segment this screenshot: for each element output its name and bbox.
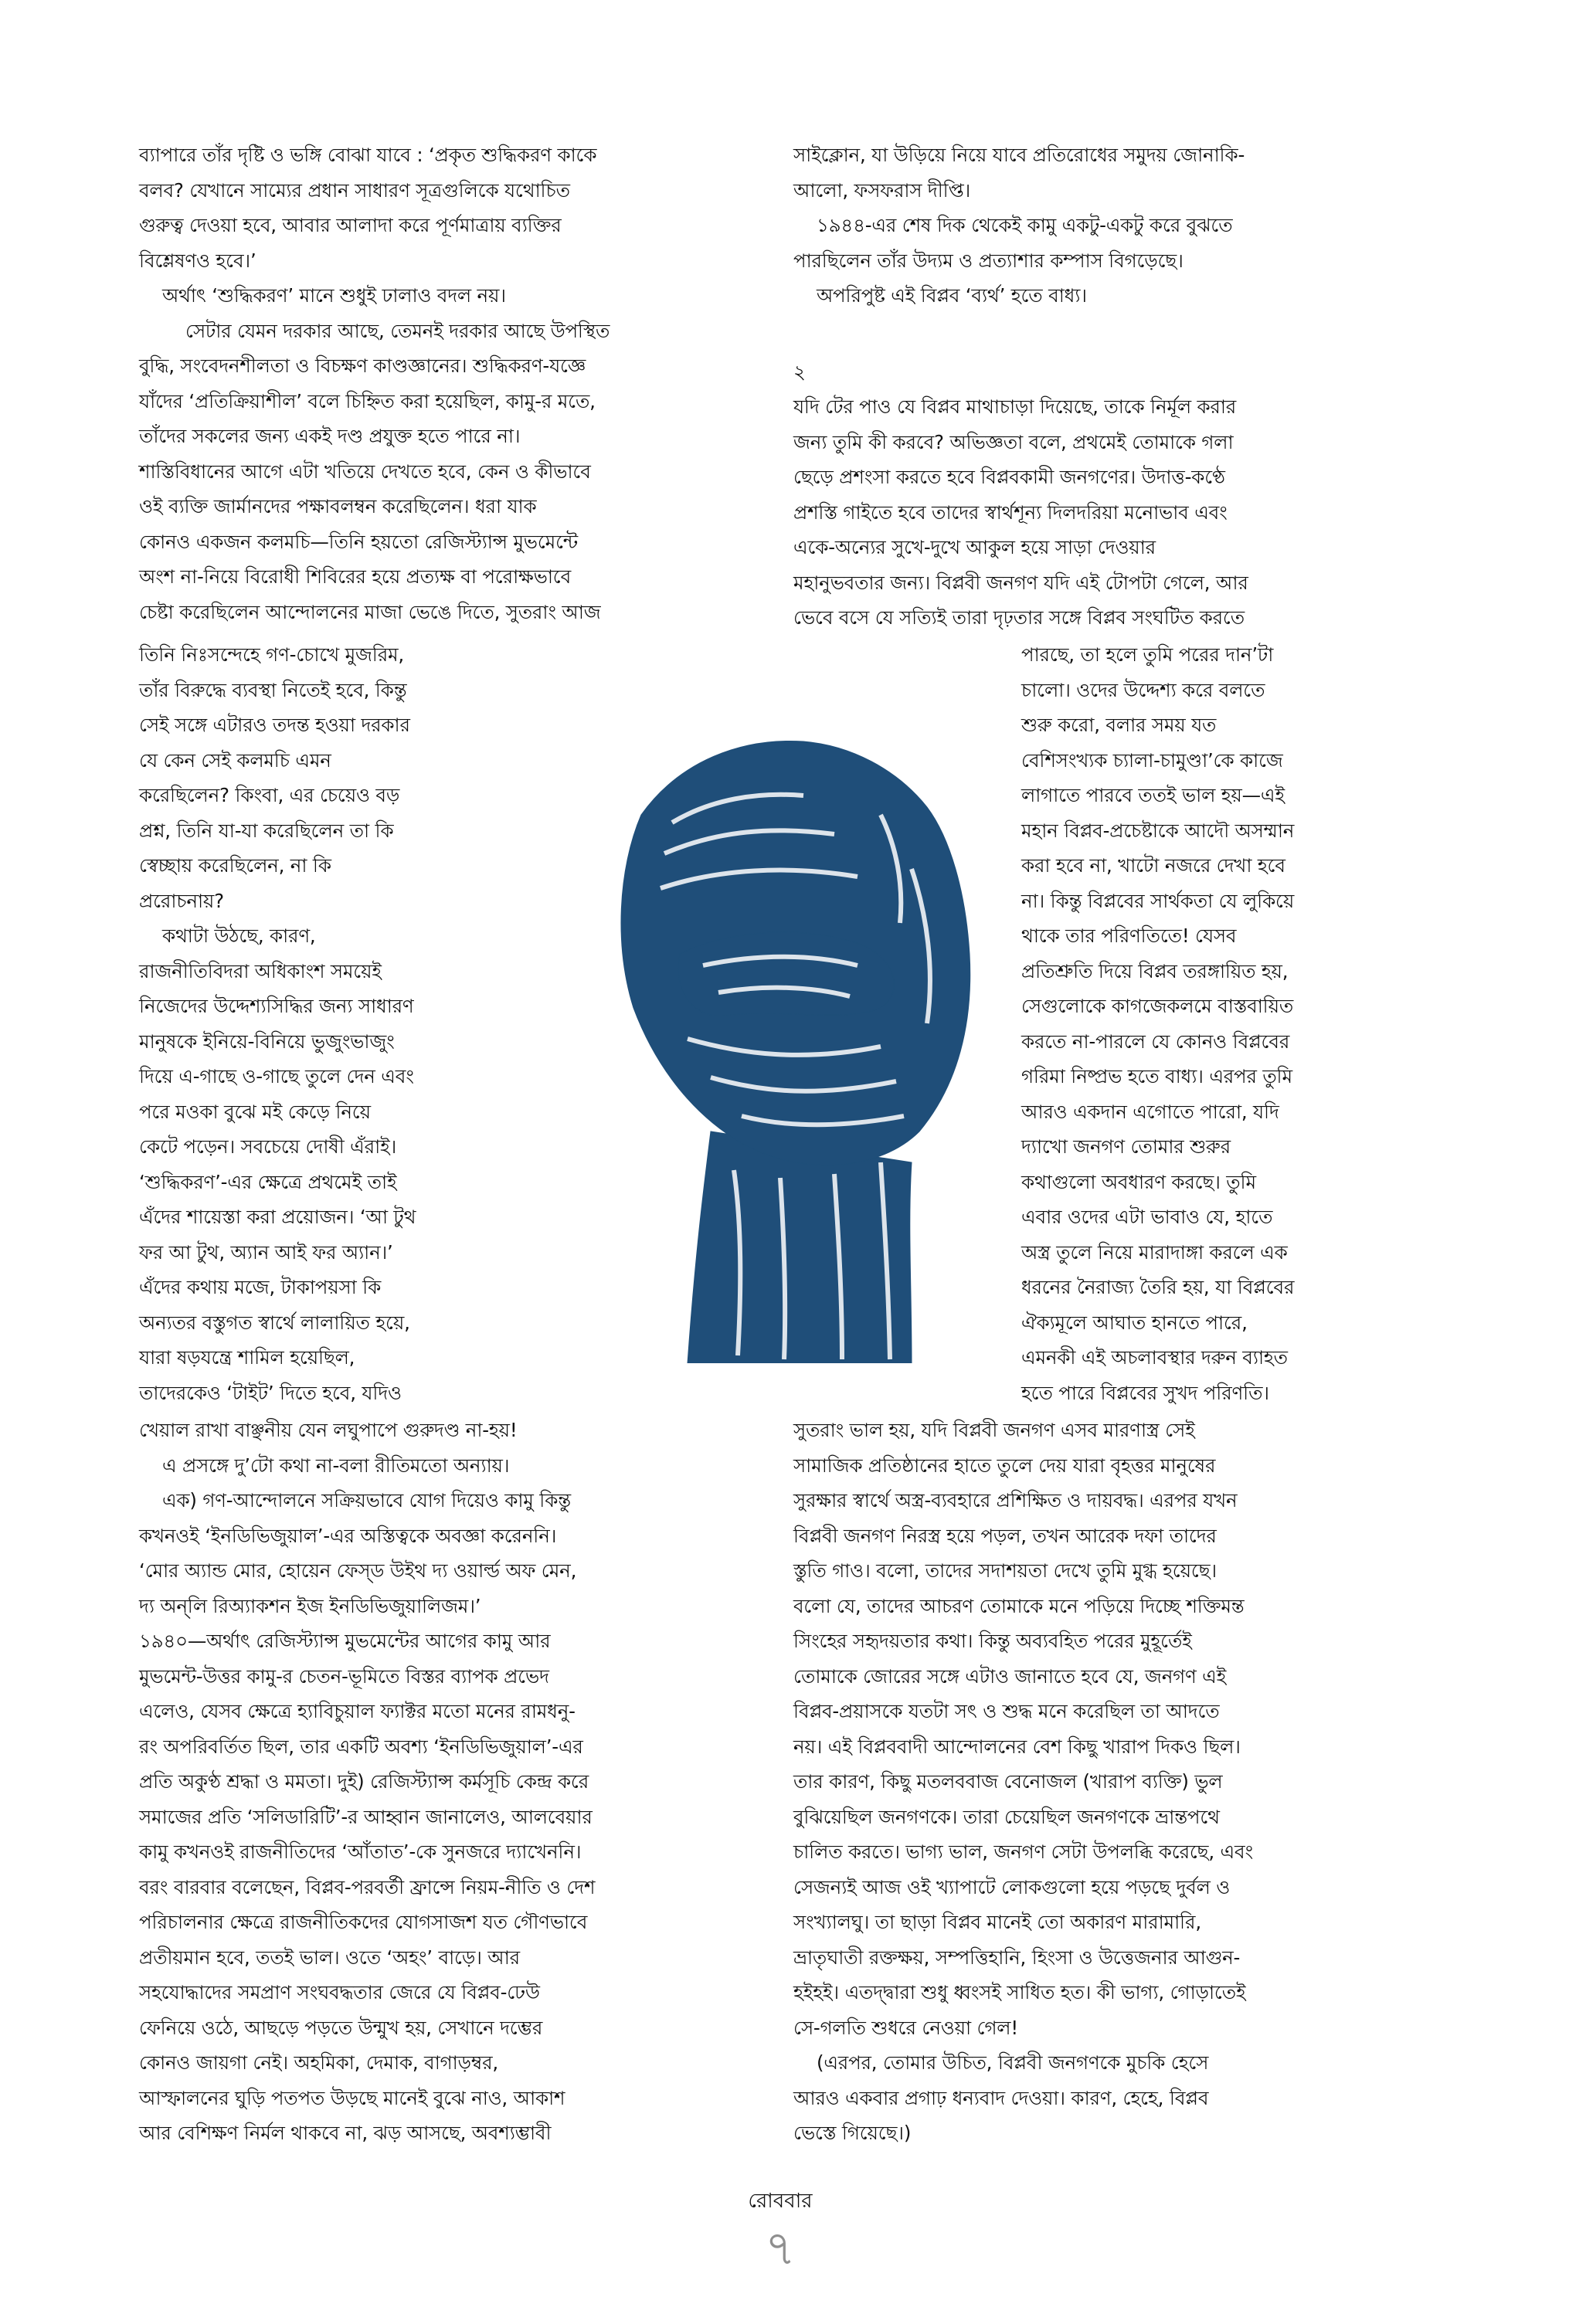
text-line: ১৯৪৪-এর শেষ দিক থেকেই কামু একটু-একটু করে বুঝতে bbox=[817, 214, 1233, 236]
text-line: না। কিন্তু বিপ্লবের সার্থকতা যে লুকিয়ে bbox=[1021, 889, 1295, 912]
text-line: এঁদের শায়েস্তা করা প্রয়োজন। ‘আ টুথ bbox=[139, 1206, 416, 1228]
text-line: করতে না-পারলে যে কোনও বিপ্লবের bbox=[1021, 1030, 1290, 1053]
text-line: দ্য অন্‌লি রিঅ্যাকশন ইজ ইনডিভিজুয়ালিজম।’ bbox=[139, 1594, 481, 1617]
text-line: দ্যাখো জনগণ তোমার শুরুর bbox=[1021, 1135, 1231, 1158]
text-line: যাঁদের ‘প্রতিক্রিয়াশীল’ বলে চিহ্নিত করা হয়েছিল, কামু-র মতে, bbox=[139, 389, 596, 412]
text-line: শুরু করো, বলার সময় যত bbox=[1021, 714, 1217, 736]
text-line: দিয়ে এ-গাছে ও-গাছে তুলে দেন এবং bbox=[139, 1065, 414, 1087]
text-line: ছেড়ে প্রশংসা করতে হবে বিপ্লবকামী জনগণের। উদাত্ত-কণ্ঠে bbox=[793, 466, 1225, 488]
text-line: শাস্তিবিধানের আগে এটা খতিয়ে দেখতে হবে, কেন ও কীভাবে bbox=[139, 460, 591, 483]
text-line: কথাগুলো অবধারণ করছে। তুমি bbox=[1021, 1170, 1256, 1193]
text-line: অর্থাৎ ‘শুদ্ধিকরণ’ মানে শুধুই ঢালাও বদল নয়। bbox=[162, 284, 506, 307]
text-line: প্রতি অকুণ্ঠ শ্রদ্ধা ও মমতা। দুই) রেজিস্ট্যান্স কর্মসূচি কেন্দ্র করে bbox=[139, 1770, 589, 1793]
text-line: আর বেশিক্ষণ নির্মল থাকবে না, ঝড় আসছে, অবশ্যম্ভাবী bbox=[139, 2122, 552, 2144]
text-line: তাঁর বিরুদ্ধে ব্যবস্থা নিতেই হবে, কিন্তু bbox=[139, 678, 407, 701]
text-line: সেই সঙ্গে এটারও তদন্ত হওয়া দরকার bbox=[139, 714, 410, 736]
text-line: (এরপর, তোমার উচিত, বিপ্লবী জনগণকে মুচকি হেসে bbox=[817, 2051, 1209, 2074]
text-line: কোনও একজন কলমচি—তিনি হয়তো রেজিস্ট্যান্স মুভমেন্টে bbox=[139, 530, 578, 553]
text-line: এবার ওদের এটা ভাবাও যে, হাতে bbox=[1021, 1206, 1273, 1228]
text-line: বলব? যেখানে সাম্যের প্রধান সাধারণ সূত্রগুলিকে যথোচিত bbox=[139, 178, 570, 202]
text-line: প্রশস্তি গাইতে হবে তাদের স্বার্থশূন্য দিলদরিয়া মনোভাব এবং bbox=[793, 500, 1228, 524]
text-line: পারছিলেন তাঁর উদ্যম ও প্রত্যাশার কম্পাস বিগড়েছে। bbox=[793, 249, 1184, 272]
text-line: আরও একবার প্রগাঢ় ধন্যবাদ দেওয়া। কারণ, হেহে, বিপ্লব bbox=[793, 2086, 1209, 2109]
text-line: সেগুলোকে কাগজেকলমে বাস্তবায়িত bbox=[1021, 995, 1294, 1017]
text-line: ধরনের নৈরাজ্য তৈরি হয়, যা বিপ্লবের bbox=[1021, 1276, 1295, 1298]
text-line: খেয়াল রাখা বাঞ্ছনীয় যেন লঘুপাপে গুরুদণ্ড না-হয়! bbox=[139, 1419, 518, 1441]
text-line: অন্যতর বস্তুগত স্বার্থে লালায়িত হয়ে, bbox=[139, 1311, 410, 1334]
text-line: থাকে তার পরিণতিতে! যেসব bbox=[1021, 925, 1237, 947]
text-line: সেজন্যই আজ ওই খ্যাপাটে লোকগুলো হয়ে পড়ছে দুর্বল ও bbox=[793, 1875, 1231, 1898]
text-line: সুরক্ষার স্বার্থে অস্ত্র-ব্যবহারে প্রশিক্ষিত ও দায়বদ্ধ। এরপর যখন bbox=[793, 1489, 1238, 1511]
text-line: ঐক্যমূলে আঘাত হানতে পারে, bbox=[1021, 1311, 1248, 1334]
text-line: রং অপরিবর্তিত ছিল, তার একটি অবশ্য ‘ইনডিভিজুয়াল’-এর bbox=[139, 1735, 583, 1758]
text-line: সিংহের সহৃদয়তার কথা। কিন্তু অব্যবহিত পরের মুহূর্তেই bbox=[793, 1630, 1192, 1652]
text-line: করেছিলেন? কিংবা, এর চেয়েও বড় bbox=[139, 784, 400, 806]
text-line: যদি টের পাও যে বিপ্লব মাথাচাড়া দিয়েছে, তাকে নির্মূল করার bbox=[793, 395, 1237, 418]
text-line: বুদ্ধি, সংবেদনশীলতা ও বিচক্ষণ কাণ্ডজ্ঞানের। শুদ্ধিকরণ-যজ্ঞে bbox=[139, 355, 586, 377]
text-line: ব্যাপারে তাঁর দৃষ্টি ও ভঙ্গি বোঝা যাবে : ‘প্রকৃত শুদ্ধিকরণ কাকে bbox=[139, 144, 597, 166]
text-line: সুতরাং ভাল হয়, যদি বিপ্লবী জনগণ এসব মারণাস্ত্র সেই bbox=[793, 1419, 1195, 1441]
text-line: পরিচালনার ক্ষেত্রে রাজনীতিকদের যোগসাজশ যত গৌণভাবে bbox=[139, 1911, 588, 1933]
raised-fist-illustration bbox=[587, 699, 1016, 1363]
page-number: ৭ bbox=[764, 2220, 796, 2276]
text-line: তিনি নিঃসন্দেহে গণ-চোখে মুজরিম, bbox=[139, 643, 405, 666]
text-line: কেটে পড়েন। সবচেয়ে দোষী এঁরাই। bbox=[139, 1135, 397, 1158]
text-line: ফেনিয়ে ওঠে, আছড়ে পড়তে উন্মুখ হয়, সেখানে দম্ভের bbox=[139, 2016, 543, 2039]
text-line: মহান বিপ্লব-প্রচেষ্টাকে আদৌ অসম্মান bbox=[1021, 819, 1295, 842]
text-line: আরও একদান এগোতে পারো, যদি bbox=[1021, 1100, 1279, 1123]
text-line: বিপ্লবী জনগণ নিরস্ত্র হয়ে পড়ল, তখন আরেক দফা তাদের bbox=[793, 1524, 1217, 1547]
text-line: কোনও জায়গা নেই। অহমিকা, দেমাক, বাগাড়ম্বর, bbox=[139, 2051, 498, 2074]
text-line: একে-অন্যের সুখে-দুখে আকুল হয়ে সাড়া দেওয়ার bbox=[793, 536, 1156, 558]
text-line: কখনওই ‘ইনডিভিজুয়াল’-এর অস্তিত্বকে অবজ্ঞা করেননি। bbox=[139, 1524, 557, 1547]
magazine-name: রোববার bbox=[748, 2190, 813, 2213]
text-line: পরে মওকা বুঝে মই কেড়ে নিয়ে bbox=[139, 1100, 371, 1123]
text-line: যে কেন সেই কলমচি এমন bbox=[139, 748, 331, 772]
text-line: কথাটা উঠছে, কারণ, bbox=[162, 925, 316, 947]
text-line: প্ররোচনায়? bbox=[139, 889, 224, 912]
text-line: ‘শুদ্ধিকরণ’-এর ক্ষেত্রে প্রথমেই তাই bbox=[139, 1170, 397, 1193]
text-line: বেশিসংখ্যক চ্যালা-চামুণ্ডা’কে কাজে bbox=[1021, 748, 1283, 772]
text-line: ১৯৪০—অর্থাৎ রেজিস্ট্যান্স মুভমেন্টের আগের কামু আর bbox=[139, 1630, 551, 1652]
text-line: সাইক্লোন, যা উড়িয়ে নিয়ে যাবে প্রতিরোধের সমুদয় জোনাকি- bbox=[793, 144, 1245, 166]
text-line: রাজনীতিবিদরা অধিকাংশ সময়েই bbox=[139, 959, 382, 982]
text-line: চালিত করতে। ভাগ্য ভাল, জনগণ সেটা উপলব্ধি করেছে, এবং bbox=[793, 1841, 1253, 1863]
text-line: এক) গণ-আন্দোলনে সক্রিয়ভাবে যোগ দিয়েও কামু কিন্তু bbox=[162, 1489, 571, 1511]
text-line: চালো। ওদের উদ্দেশ্য করে বলতে bbox=[1021, 678, 1265, 701]
text-line: আস্ফালনের ঘুড়ি পতপত উড়ছে মানেই বুঝে নাও, আকাশ bbox=[139, 2086, 565, 2109]
text-line: এঁদের কথায় মজে, টাকাপয়সা কি bbox=[139, 1276, 382, 1298]
text-line: সামাজিক প্রতিষ্ঠানের হাতে তুলে দেয় যারা বৃহত্তর মানুষের bbox=[793, 1454, 1216, 1477]
text-line: এমনকী এই অচলাবস্থার দরুন ব্যাহত bbox=[1021, 1346, 1288, 1369]
text-line: ওই ব্যক্তি জার্মানদের পক্ষাবলম্বন করেছিলেন। ধরা যাক bbox=[139, 495, 537, 517]
text-line: প্রশ্ন, তিনি যা-যা করেছিলেন তা কি bbox=[139, 819, 394, 842]
text-line: হইহই। এতদ্দ্বারা শুধু ধ্বংসই সাধিত হত। কী ভাগ্য, গোড়াতেই bbox=[793, 1981, 1246, 2003]
text-line: প্রতীয়মান হবে, ততই ভাল। ওতে ‘অহং’ বাড়ে। আর bbox=[139, 1946, 520, 1969]
text-line: সেটার যেমন দরকার আছে, তেমনই দরকার আছে উপস্থিত bbox=[185, 319, 610, 342]
text-line: এ প্রসঙ্গে দু’টো কথা না-বলা রীতিমতো অন্যায়। bbox=[162, 1454, 510, 1477]
text-line: লাগাতে পারবে ততই ভাল হয়—এই bbox=[1021, 784, 1285, 806]
text-line: মানুষকে ইনিয়ে-বিনিয়ে ভুজুংভাজুং bbox=[139, 1030, 395, 1053]
text-line: অপরিপুষ্ট এই বিপ্লব ‘ব্যর্থ’ হতে বাধ্য। bbox=[817, 284, 1087, 307]
text-line: নয়। এই বিপ্লববাদী আন্দোলনের বেশ কিছু খারাপ দিকও ছিল। bbox=[793, 1735, 1241, 1758]
text-line: পারছে, তা হলে তুমি পরের দান’টা bbox=[1021, 643, 1274, 666]
text-line: সমাজের প্রতি ‘সলিডারিটি’-র আহ্বান জানালেও, আলবেয়ার bbox=[139, 1805, 593, 1828]
text-line: করা হবে না, খাটো নজরে দেখা হবে bbox=[1021, 854, 1285, 877]
text-line: গরিমা নিষ্প্রভ হতে বাধ্য। এরপর তুমি bbox=[1021, 1065, 1292, 1087]
text-line: সংখ্যালঘু। তা ছাড়া বিপ্লব মানেই তো অকারণ মারামারি, bbox=[793, 1911, 1201, 1933]
text-line: অস্ত্র তুলে নিয়ে মারাদাঙ্গা করলে এক bbox=[1021, 1240, 1288, 1264]
text-line: ভেবে বসে যে সত্যিই তারা দৃঢ়তার সঙ্গে বিপ্লব সংঘটিত করতে bbox=[793, 606, 1245, 629]
text-line: চেষ্টা করেছিলেন আন্দোলনের মাজা ভেঙে দিতে, সুতরাং আজ bbox=[139, 600, 601, 623]
text-line: আলো, ফসফরাস দীপ্তি। bbox=[793, 178, 971, 202]
text-line: অংশ না-নিয়ে বিরোধী শিবিরের হয়ে প্রত্যক্ষ বা পরোক্ষভাবে bbox=[139, 565, 572, 588]
text-line: জন্য তুমি কী করবে? অভিজ্ঞতা বলে, প্রথমেই তোমাকে গলা bbox=[793, 430, 1234, 453]
text-line: যারা ষড়যন্ত্রে শামিল হয়েছিল, bbox=[139, 1346, 355, 1369]
text-line: হতে পারে বিপ্লবের সুখদ পরিণতি। bbox=[1021, 1381, 1269, 1404]
text-line: ভেস্তে গিয়েছে।) bbox=[793, 2122, 912, 2144]
text-line: প্রতিশ্রুতি দিয়ে বিপ্লব তরঙ্গায়িত হয়, bbox=[1021, 959, 1289, 982]
text-line: সহযোদ্ধাদের সমপ্রাণ সংঘবদ্ধতার জেরে যে বিপ্লব-ঢেউ bbox=[139, 1981, 540, 2003]
text-line: তোমাকে জোরের সঙ্গে এটাও জানাতে হবে যে, জনগণ এই bbox=[793, 1664, 1227, 1688]
text-line: বরং বারবার বলেছেন, বিপ্লব-পরবর্তী ফ্রান্সে নিয়ম-নীতি ও দেশ bbox=[139, 1875, 596, 1898]
text-line: ফর আ টুথ, অ্যান আই ফর অ্যান।’ bbox=[139, 1240, 393, 1264]
text-line: বলো যে, তাদের আচরণ তোমাকে মনে পড়িয়ে দিচ্ছে শক্তিমন্ত bbox=[793, 1594, 1245, 1617]
text-line: বুঝিয়েছিল জনগণকে। তারা চেয়েছিল জনগণকে ভ্রান্তপথে bbox=[793, 1805, 1220, 1828]
text-line: কামু কখনওই রাজনীতিদের ‘আঁতাত’-কে সুনজরে দ্যাখেননি। bbox=[139, 1841, 582, 1863]
text-line: বিশ্লেষণও হবে।’ bbox=[139, 249, 256, 272]
text-line: নিজেদের উদ্দেশ্যসিদ্ধির জন্য সাধারণ bbox=[139, 995, 414, 1017]
text-line: স্তুতি গাও। বলো, তাদের সদাশয়তা দেখে তুমি মুগ্ধ হয়েছে। bbox=[793, 1559, 1217, 1582]
text-line: স্বেচ্ছায় করেছিলেন, না কি bbox=[139, 854, 331, 877]
text-line: তাদেরকেও ‘টাইট’ দিতে হবে, যদিও bbox=[139, 1381, 402, 1404]
text-line: বিপ্লব-প্রয়াসকে যতটা সৎ ও শুদ্ধ মনে করেছিল তা আদতে bbox=[793, 1700, 1220, 1722]
text-line: তার কারণ, কিছু মতলববাজ বেনোজল (খারাপ ব্যক্তি) ভুল bbox=[793, 1770, 1223, 1793]
section-number: ২ bbox=[793, 361, 806, 383]
text-line: ‘মোর অ্যান্ড মোর, হোয়েন ফেস্‌ড উইথ দ্য ওয়ার্ল্ড অফ মেন, bbox=[139, 1559, 577, 1582]
text-line: গুরুত্ব দেওয়া হবে, আবার আলাদা করে পূর্ণমাত্রায় ব্যক্তির bbox=[139, 214, 562, 236]
text-line: মহানুভবতার জন্য। বিপ্লবী জনগণ যদি এই টোপটা গেলে, আর bbox=[793, 571, 1248, 594]
text-line: সে-গলতি শুধরে নেওয়া গেল! bbox=[793, 2016, 1018, 2039]
text-line: তাঁদের সকলের জন্য একই দণ্ড প্রযুক্ত হতে পারে না। bbox=[139, 425, 521, 447]
text-line: এলেও, যেসব ক্ষেত্রে হ্যাবিচুয়াল ফ্যাক্টর মতো মনের রামধনু- bbox=[139, 1700, 576, 1722]
text-line: ভ্রাতৃঘাতী রক্তক্ষয়, সম্পত্তিহানি, হিংসা ও উত্তেজনার আগুন- bbox=[793, 1946, 1241, 1969]
text-line: মুভমেন্ট-উত্তর কামু-র চেতন-ভূমিতে বিস্তর ব্যাপক প্রভেদ bbox=[139, 1664, 549, 1688]
